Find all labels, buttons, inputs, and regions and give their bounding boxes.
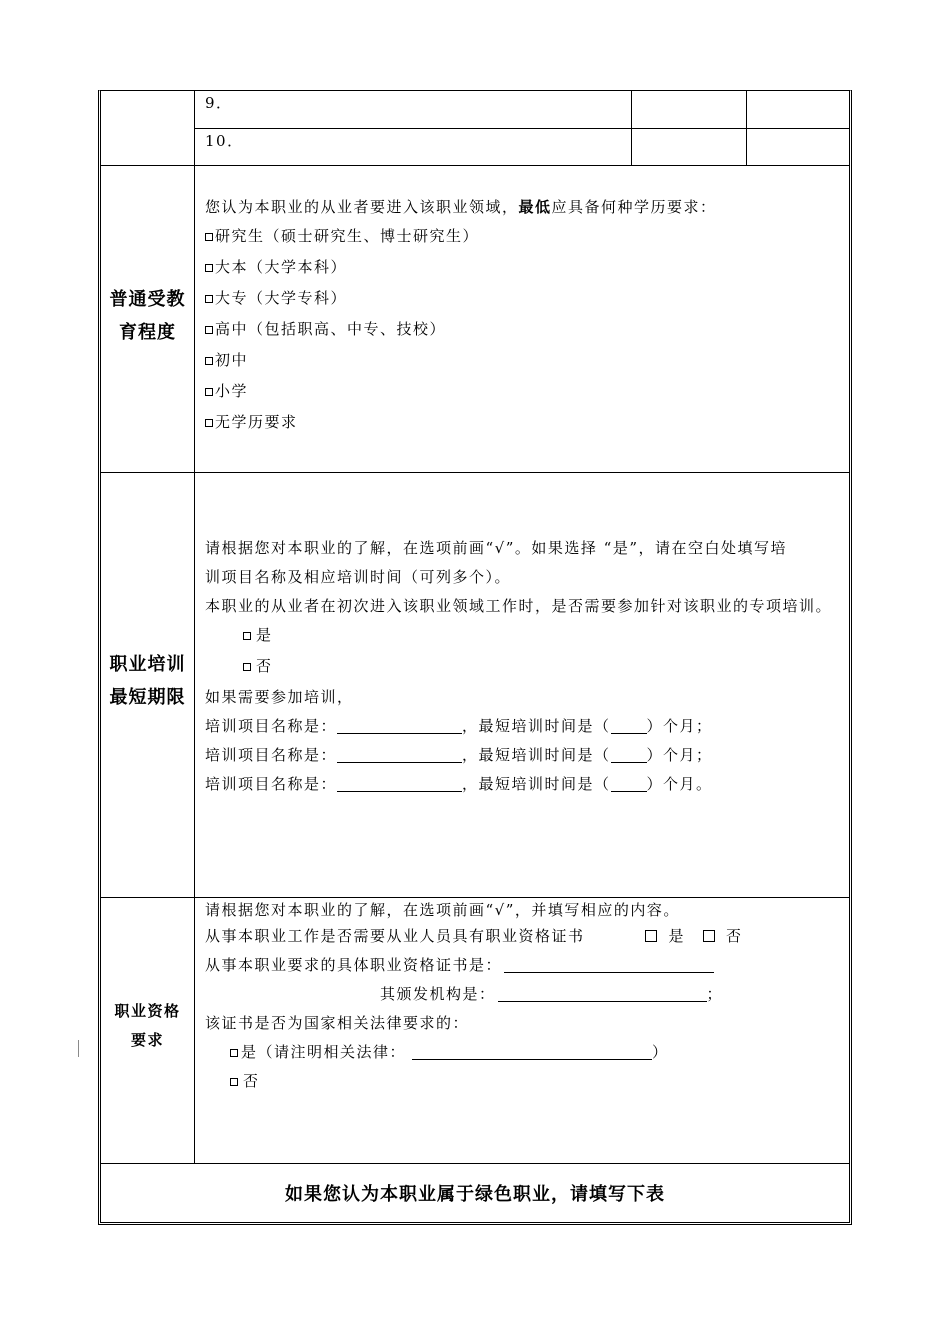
training-months-field[interactable] <box>611 748 647 763</box>
qualification-title-line1: 职业资格 <box>114 1002 181 1020</box>
training-name-label: 培训项目名称是： <box>205 775 338 793</box>
legal-question: 该证书是否为国家相关法律要求的： <box>205 1014 470 1032</box>
option-label: 小学 <box>215 382 249 400</box>
legal-reference-field[interactable] <box>412 1045 652 1060</box>
issuer-end: ； <box>706 985 724 1003</box>
checkbox[interactable] <box>230 1049 238 1057</box>
training-name-field[interactable] <box>337 719 462 734</box>
checkbox[interactable] <box>243 663 251 671</box>
checkbox[interactable] <box>205 264 213 272</box>
cert-name-field[interactable] <box>504 958 714 973</box>
legal-no-line <box>205 1067 849 1096</box>
cert-required-line <box>205 922 849 951</box>
education-content <box>195 166 849 472</box>
training-duration-label: ，最短培训时间是（ <box>462 775 611 793</box>
training-unit-label: ）个月； <box>646 717 713 735</box>
issuer-label: 其颁发机构是： <box>380 985 496 1003</box>
training-if-needed: 如果需要参加培训， <box>205 688 354 706</box>
education-section <box>101 166 849 473</box>
training-instruction-line1: 请根据您对本职业的了解，在选项前画“√”。如果选择 “是”，请在空白处填写培 <box>205 539 788 557</box>
cert-required-question: 从事本职业工作是否需要从业人员具有职业资格证书 <box>205 927 585 945</box>
training-months-field[interactable] <box>611 777 647 792</box>
option-label: 初中 <box>215 351 249 369</box>
checkbox[interactable] <box>230 1078 238 1086</box>
education-option-bachelor <box>205 252 849 283</box>
item-9-cell-2 <box>632 91 747 128</box>
option-label: 否 <box>256 657 273 675</box>
qualification-instruction: 请根据您对本职业的了解，在选项前画“√”，并填写相应的内容。 <box>205 901 680 919</box>
legal-yes-end: ） <box>652 1043 669 1061</box>
item-10-cell-2 <box>632 129 747 165</box>
cert-required-no-label: 否 <box>726 927 743 945</box>
training-option-yes <box>205 621 849 650</box>
training-entry-3 <box>205 770 849 799</box>
qualification-label-cell <box>101 898 195 1163</box>
table-row <box>195 91 849 129</box>
training-instruction-line2: 训项目名称及相应培训时间（可列多个）。 <box>205 568 512 586</box>
form-table <box>98 90 852 1225</box>
training-label-cell <box>101 473 195 897</box>
training-name-field[interactable] <box>337 748 462 763</box>
item-9-cell-3 <box>747 91 849 128</box>
training-duration-label: ，最短培训时间是（ <box>462 717 611 735</box>
training-entry-2 <box>205 741 849 770</box>
training-section <box>101 473 849 898</box>
checkbox[interactable] <box>205 326 213 334</box>
training-months-field[interactable] <box>611 719 647 734</box>
checkbox[interactable] <box>205 295 213 303</box>
item-9-cell <box>195 91 632 128</box>
option-label: 研究生（硕士研究生、博士研究生） <box>215 227 480 245</box>
option-label: 大本（大学本科） <box>215 258 348 276</box>
education-option-postgraduate <box>205 221 849 252</box>
checkbox[interactable] <box>205 357 213 365</box>
item-9-number: 9． <box>205 94 233 112</box>
item-10-cell-3 <box>747 129 849 165</box>
option-label: 大专（大学专科） <box>215 289 348 307</box>
issuer-line <box>205 980 849 1009</box>
training-name-field[interactable] <box>337 777 462 792</box>
green-job-section <box>101 1164 849 1222</box>
numbered-items-rows <box>195 91 849 165</box>
legal-yes-line <box>205 1038 849 1067</box>
education-option-none <box>205 407 849 438</box>
item-10-cell <box>195 129 632 165</box>
table-row <box>195 129 849 165</box>
training-question: 本职业的从业者在初次进入该职业领域工作时，是否需要参加针对该职业的专项培训。 <box>205 597 833 615</box>
issuer-field[interactable] <box>498 987 707 1002</box>
education-question <box>205 193 849 221</box>
cert-required-yes-label: 是 <box>668 927 686 945</box>
qualification-title-line2: 要求 <box>130 1031 164 1049</box>
education-option-primary <box>205 376 849 407</box>
green-job-heading: 如果您认为本职业属于绿色职业，请填写下表 <box>285 1184 665 1205</box>
training-content <box>195 473 849 897</box>
option-label: 高中（包括职高、中专、技校） <box>215 320 447 338</box>
numbered-items-label-cell <box>101 91 195 165</box>
training-title-line1: 职业培训 <box>109 654 186 675</box>
education-question-post: 应具备何种学历要求： <box>551 198 717 216</box>
checkbox[interactable] <box>205 388 213 396</box>
training-unit-label: ）个月。 <box>646 775 713 793</box>
margin-mark <box>78 1040 79 1057</box>
training-unit-label: ）个月； <box>646 746 713 764</box>
checkbox[interactable] <box>205 233 213 241</box>
training-option-no <box>205 652 849 681</box>
education-label-cell <box>101 166 195 472</box>
education-title-line2: 育程度 <box>119 322 176 343</box>
education-option-college <box>205 283 849 314</box>
training-title-line2: 最短期限 <box>109 687 186 708</box>
qualification-section <box>101 898 849 1164</box>
qualification-content <box>195 898 849 1163</box>
education-question-pre: 您认为本职业的从业者要进入该职业领域， <box>205 198 519 216</box>
item-10-number: 10． <box>205 132 244 150</box>
checkbox[interactable] <box>205 419 213 427</box>
legal-no-label: 否 <box>243 1072 260 1090</box>
training-name-label: 培训项目名称是： <box>205 746 338 764</box>
option-label: 无学历要求 <box>215 413 298 431</box>
legal-yes-label: 是（请注明相关法律： <box>241 1043 407 1061</box>
checkbox[interactable] <box>243 632 251 640</box>
numbered-items-section <box>101 91 849 166</box>
cert-name-line <box>205 951 849 980</box>
cert-name-label: 从事本职业要求的具体职业资格证书是： <box>205 956 503 974</box>
education-option-high-school <box>205 314 849 345</box>
option-label: 是 <box>256 626 273 644</box>
training-name-label: 培训项目名称是： <box>205 717 338 735</box>
education-question-bold: 最低 <box>518 198 552 216</box>
cert-required-yes-checkbox[interactable] <box>645 930 657 942</box>
education-title-line1: 普通受教 <box>109 289 186 310</box>
cert-required-no-checkbox[interactable] <box>703 930 715 942</box>
training-duration-label: ，最短培训时间是（ <box>462 746 611 764</box>
training-entry-1 <box>205 712 849 741</box>
education-option-junior-high <box>205 345 849 376</box>
